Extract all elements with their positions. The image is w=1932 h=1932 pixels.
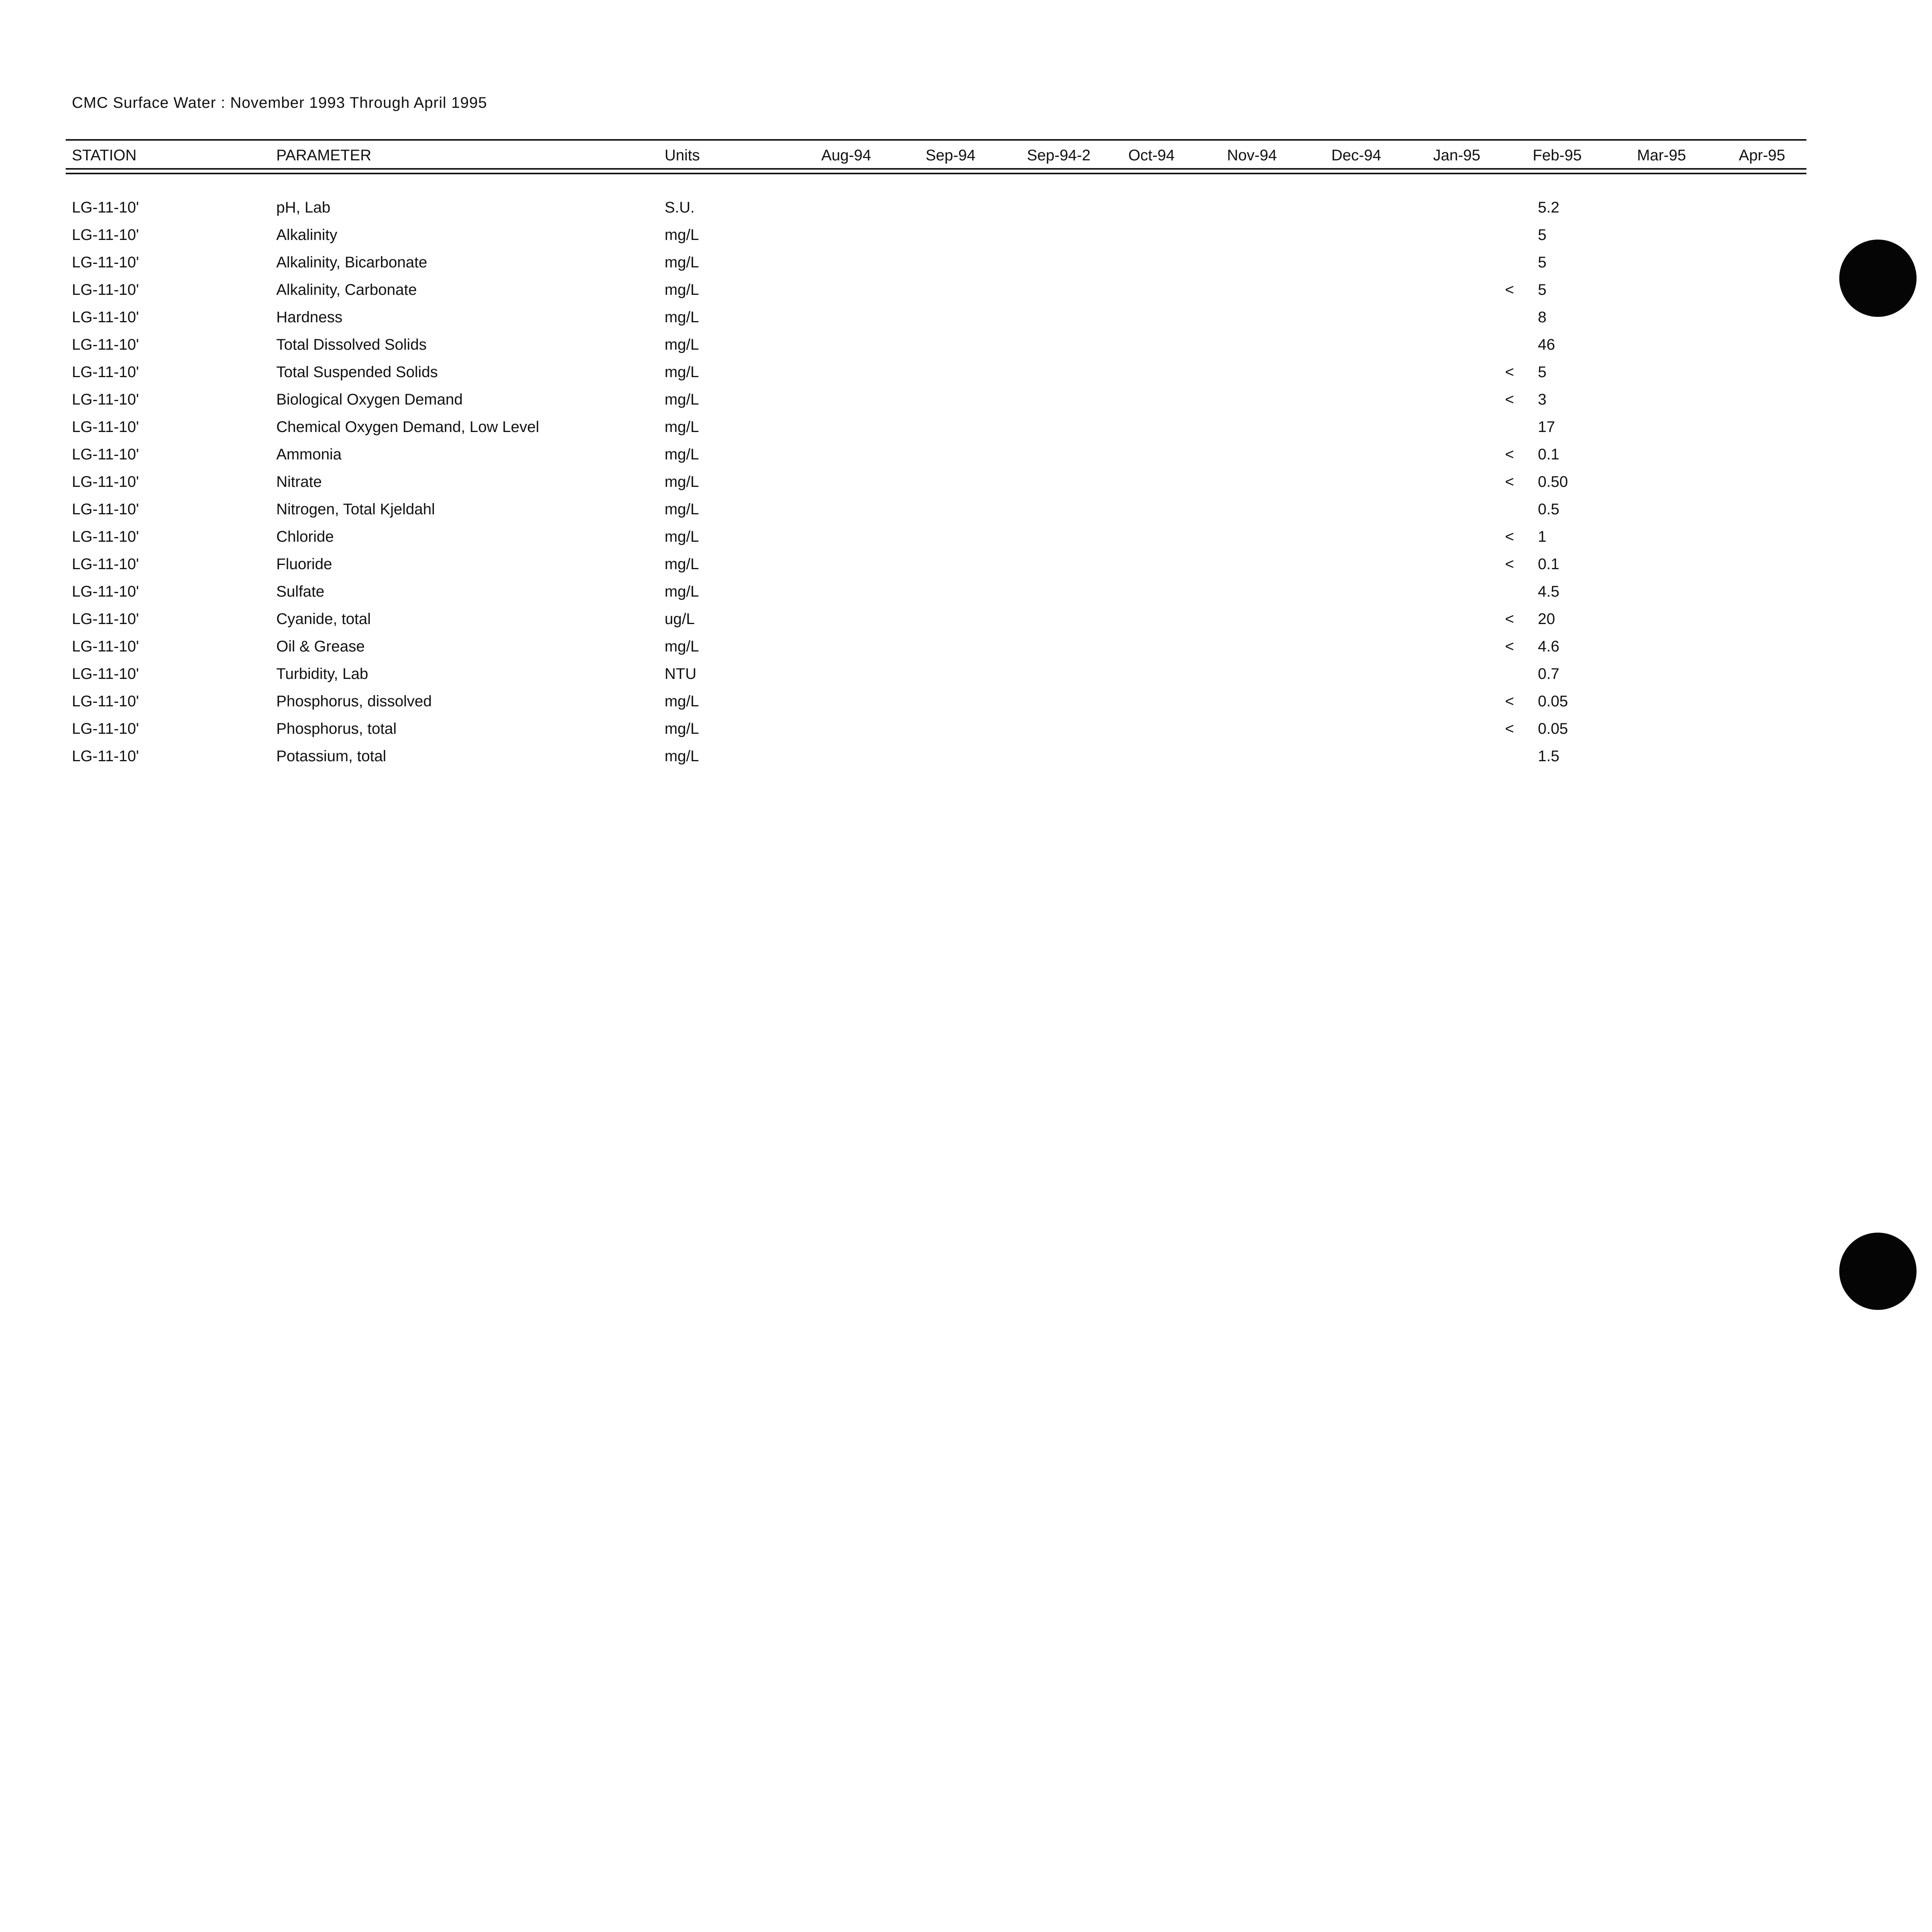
table-row	[0, 418, 1932, 446]
parameter-cell: Sulfate	[276, 583, 325, 600]
station-cell: LG-11-10'	[72, 720, 139, 737]
units-cell: NTU	[665, 665, 697, 682]
parameter-cell: Cyanide, total	[276, 611, 371, 628]
value-cell: 5	[1538, 364, 1547, 381]
station-cell: LG-11-10'	[72, 748, 139, 765]
value-cell: 1.5	[1538, 748, 1560, 765]
table-row	[0, 665, 1932, 693]
table-row	[0, 473, 1932, 501]
units-cell: mg/L	[665, 391, 699, 408]
table-row	[0, 611, 1932, 638]
parameter-cell: Alkalinity, Carbonate	[276, 281, 417, 298]
value-cell: 5	[1538, 226, 1547, 243]
table-row	[0, 528, 1932, 556]
header-month: Nov-94	[1227, 147, 1277, 164]
page-title: CMC Surface Water : November 1993 Through April 1995	[72, 94, 487, 111]
value-cell: 5.2	[1538, 199, 1560, 216]
value-cell: 0.5	[1538, 501, 1560, 518]
units-cell: mg/L	[665, 501, 699, 518]
units-cell: mg/L	[665, 446, 699, 463]
header-month: Sep-94	[925, 147, 976, 164]
qualifier-cell: <	[1505, 281, 1514, 298]
parameter-cell: Phosphorus, dissolved	[276, 693, 432, 710]
table-row	[0, 556, 1932, 583]
units-cell: ug/L	[665, 611, 695, 628]
parameter-cell: Chemical Oxygen Demand, Low Level	[276, 418, 539, 435]
qualifier-cell: <	[1505, 364, 1514, 381]
punch-hole-icon	[1839, 240, 1917, 317]
qualifier-cell: <	[1505, 720, 1514, 737]
parameter-cell: Hardness	[276, 309, 343, 326]
value-cell: 0.05	[1538, 693, 1568, 710]
station-cell: LG-11-10'	[72, 199, 139, 216]
header-month: Sep-94-2	[1027, 147, 1091, 164]
table-row	[0, 199, 1932, 226]
qualifier-cell: <	[1505, 473, 1514, 490]
units-cell: mg/L	[665, 418, 699, 435]
table-body	[0, 199, 1932, 775]
qualifier-cell: <	[1505, 528, 1514, 545]
header-units: Units	[665, 147, 700, 164]
table-row	[0, 391, 1932, 418]
units-cell: mg/L	[665, 556, 699, 573]
station-cell: LG-11-10'	[72, 693, 139, 710]
parameter-cell: Oil & Grease	[276, 638, 365, 655]
punch-hole-icon	[1839, 1233, 1917, 1310]
header-top-rule	[66, 139, 1806, 141]
value-cell: 20	[1538, 611, 1555, 628]
table-row	[0, 364, 1932, 391]
station-cell: LG-11-10'	[72, 638, 139, 655]
table-row	[0, 446, 1932, 473]
parameter-cell: Total Suspended Solids	[276, 364, 438, 381]
units-cell: mg/L	[665, 693, 699, 710]
header-month: Feb-95	[1532, 147, 1582, 164]
table-row	[0, 638, 1932, 665]
qualifier-cell: <	[1505, 556, 1514, 573]
station-cell: LG-11-10'	[72, 473, 139, 490]
header-month: Mar-95	[1637, 147, 1686, 164]
table-row	[0, 226, 1932, 254]
value-cell: 0.05	[1538, 720, 1568, 737]
station-cell: LG-11-10'	[72, 254, 139, 271]
station-cell: LG-11-10'	[72, 364, 139, 381]
parameter-cell: Phosphorus, total	[276, 720, 397, 737]
value-cell: 46	[1538, 336, 1555, 353]
header-month: Jan-95	[1433, 147, 1481, 164]
table-row	[0, 583, 1932, 611]
value-cell: 4.5	[1538, 583, 1560, 600]
units-cell: mg/L	[665, 336, 699, 353]
value-cell: 0.1	[1538, 556, 1560, 573]
parameter-cell: Biological Oxygen Demand	[276, 391, 463, 408]
parameter-cell: Fluoride	[276, 556, 332, 573]
header-month: Oct-94	[1128, 147, 1175, 164]
units-cell: mg/L	[665, 309, 699, 326]
units-cell: mg/L	[665, 281, 699, 298]
station-cell: LG-11-10'	[72, 281, 139, 298]
table-row	[0, 720, 1932, 748]
value-cell: 0.7	[1538, 665, 1560, 682]
units-cell: S.U.	[665, 199, 695, 216]
qualifier-cell: <	[1505, 693, 1514, 710]
station-cell: LG-11-10'	[72, 226, 139, 243]
value-cell: 5	[1538, 281, 1547, 298]
table-row	[0, 748, 1932, 775]
qualifier-cell: <	[1505, 391, 1514, 408]
header-parameter: PARAMETER	[276, 147, 371, 164]
qualifier-cell: <	[1505, 638, 1514, 655]
parameter-cell: Total Dissolved Solids	[276, 336, 427, 353]
parameter-cell: pH, Lab	[276, 199, 331, 216]
parameter-cell: Turbidity, Lab	[276, 665, 368, 682]
table-row	[0, 693, 1932, 720]
station-cell: LG-11-10'	[72, 501, 139, 518]
table-header	[0, 147, 1932, 166]
value-cell: 5	[1538, 254, 1547, 271]
units-cell: mg/L	[665, 748, 699, 765]
parameter-cell: Potassium, total	[276, 748, 386, 765]
header-bottom-rule	[66, 168, 1806, 170]
value-cell: 17	[1538, 418, 1555, 435]
table-row	[0, 336, 1932, 364]
value-cell: 0.1	[1538, 446, 1560, 463]
qualifier-cell: <	[1505, 611, 1514, 628]
units-cell: mg/L	[665, 473, 699, 490]
parameter-cell: Nitrogen, Total Kjeldahl	[276, 501, 435, 518]
units-cell: mg/L	[665, 226, 699, 243]
station-cell: LG-11-10'	[72, 528, 139, 545]
station-cell: LG-11-10'	[72, 556, 139, 573]
units-cell: mg/L	[665, 583, 699, 600]
value-cell: 8	[1538, 309, 1547, 326]
header-bottom-rule	[66, 173, 1806, 174]
value-cell: 4.6	[1538, 638, 1560, 655]
station-cell: LG-11-10'	[72, 418, 139, 435]
table-row	[0, 501, 1932, 528]
units-cell: mg/L	[665, 720, 699, 737]
value-cell: 0.50	[1538, 473, 1568, 490]
units-cell: mg/L	[665, 254, 699, 271]
value-cell: 1	[1538, 528, 1547, 545]
header-station: STATION	[72, 147, 137, 164]
header-month: Aug-94	[821, 147, 871, 164]
units-cell: mg/L	[665, 638, 699, 655]
parameter-cell: Alkalinity	[276, 226, 337, 243]
station-cell: LG-11-10'	[72, 583, 139, 600]
station-cell: LG-11-10'	[72, 611, 139, 628]
table-row	[0, 281, 1932, 309]
parameter-cell: Alkalinity, Bicarbonate	[276, 254, 427, 271]
header-month: Apr-95	[1738, 147, 1786, 164]
parameter-cell: Nitrate	[276, 473, 322, 490]
units-cell: mg/L	[665, 364, 699, 381]
header-month: Dec-94	[1331, 147, 1381, 164]
value-cell: 3	[1538, 391, 1547, 408]
station-cell: LG-11-10'	[72, 309, 139, 326]
station-cell: LG-11-10'	[72, 446, 139, 463]
units-cell: mg/L	[665, 528, 699, 545]
parameter-cell: Ammonia	[276, 446, 342, 463]
station-cell: LG-11-10'	[72, 336, 139, 353]
station-cell: LG-11-10'	[72, 391, 139, 408]
table-row	[0, 254, 1932, 281]
station-cell: LG-11-10'	[72, 665, 139, 682]
qualifier-cell: <	[1505, 446, 1514, 463]
table-row	[0, 309, 1932, 336]
parameter-cell: Chloride	[276, 528, 334, 545]
